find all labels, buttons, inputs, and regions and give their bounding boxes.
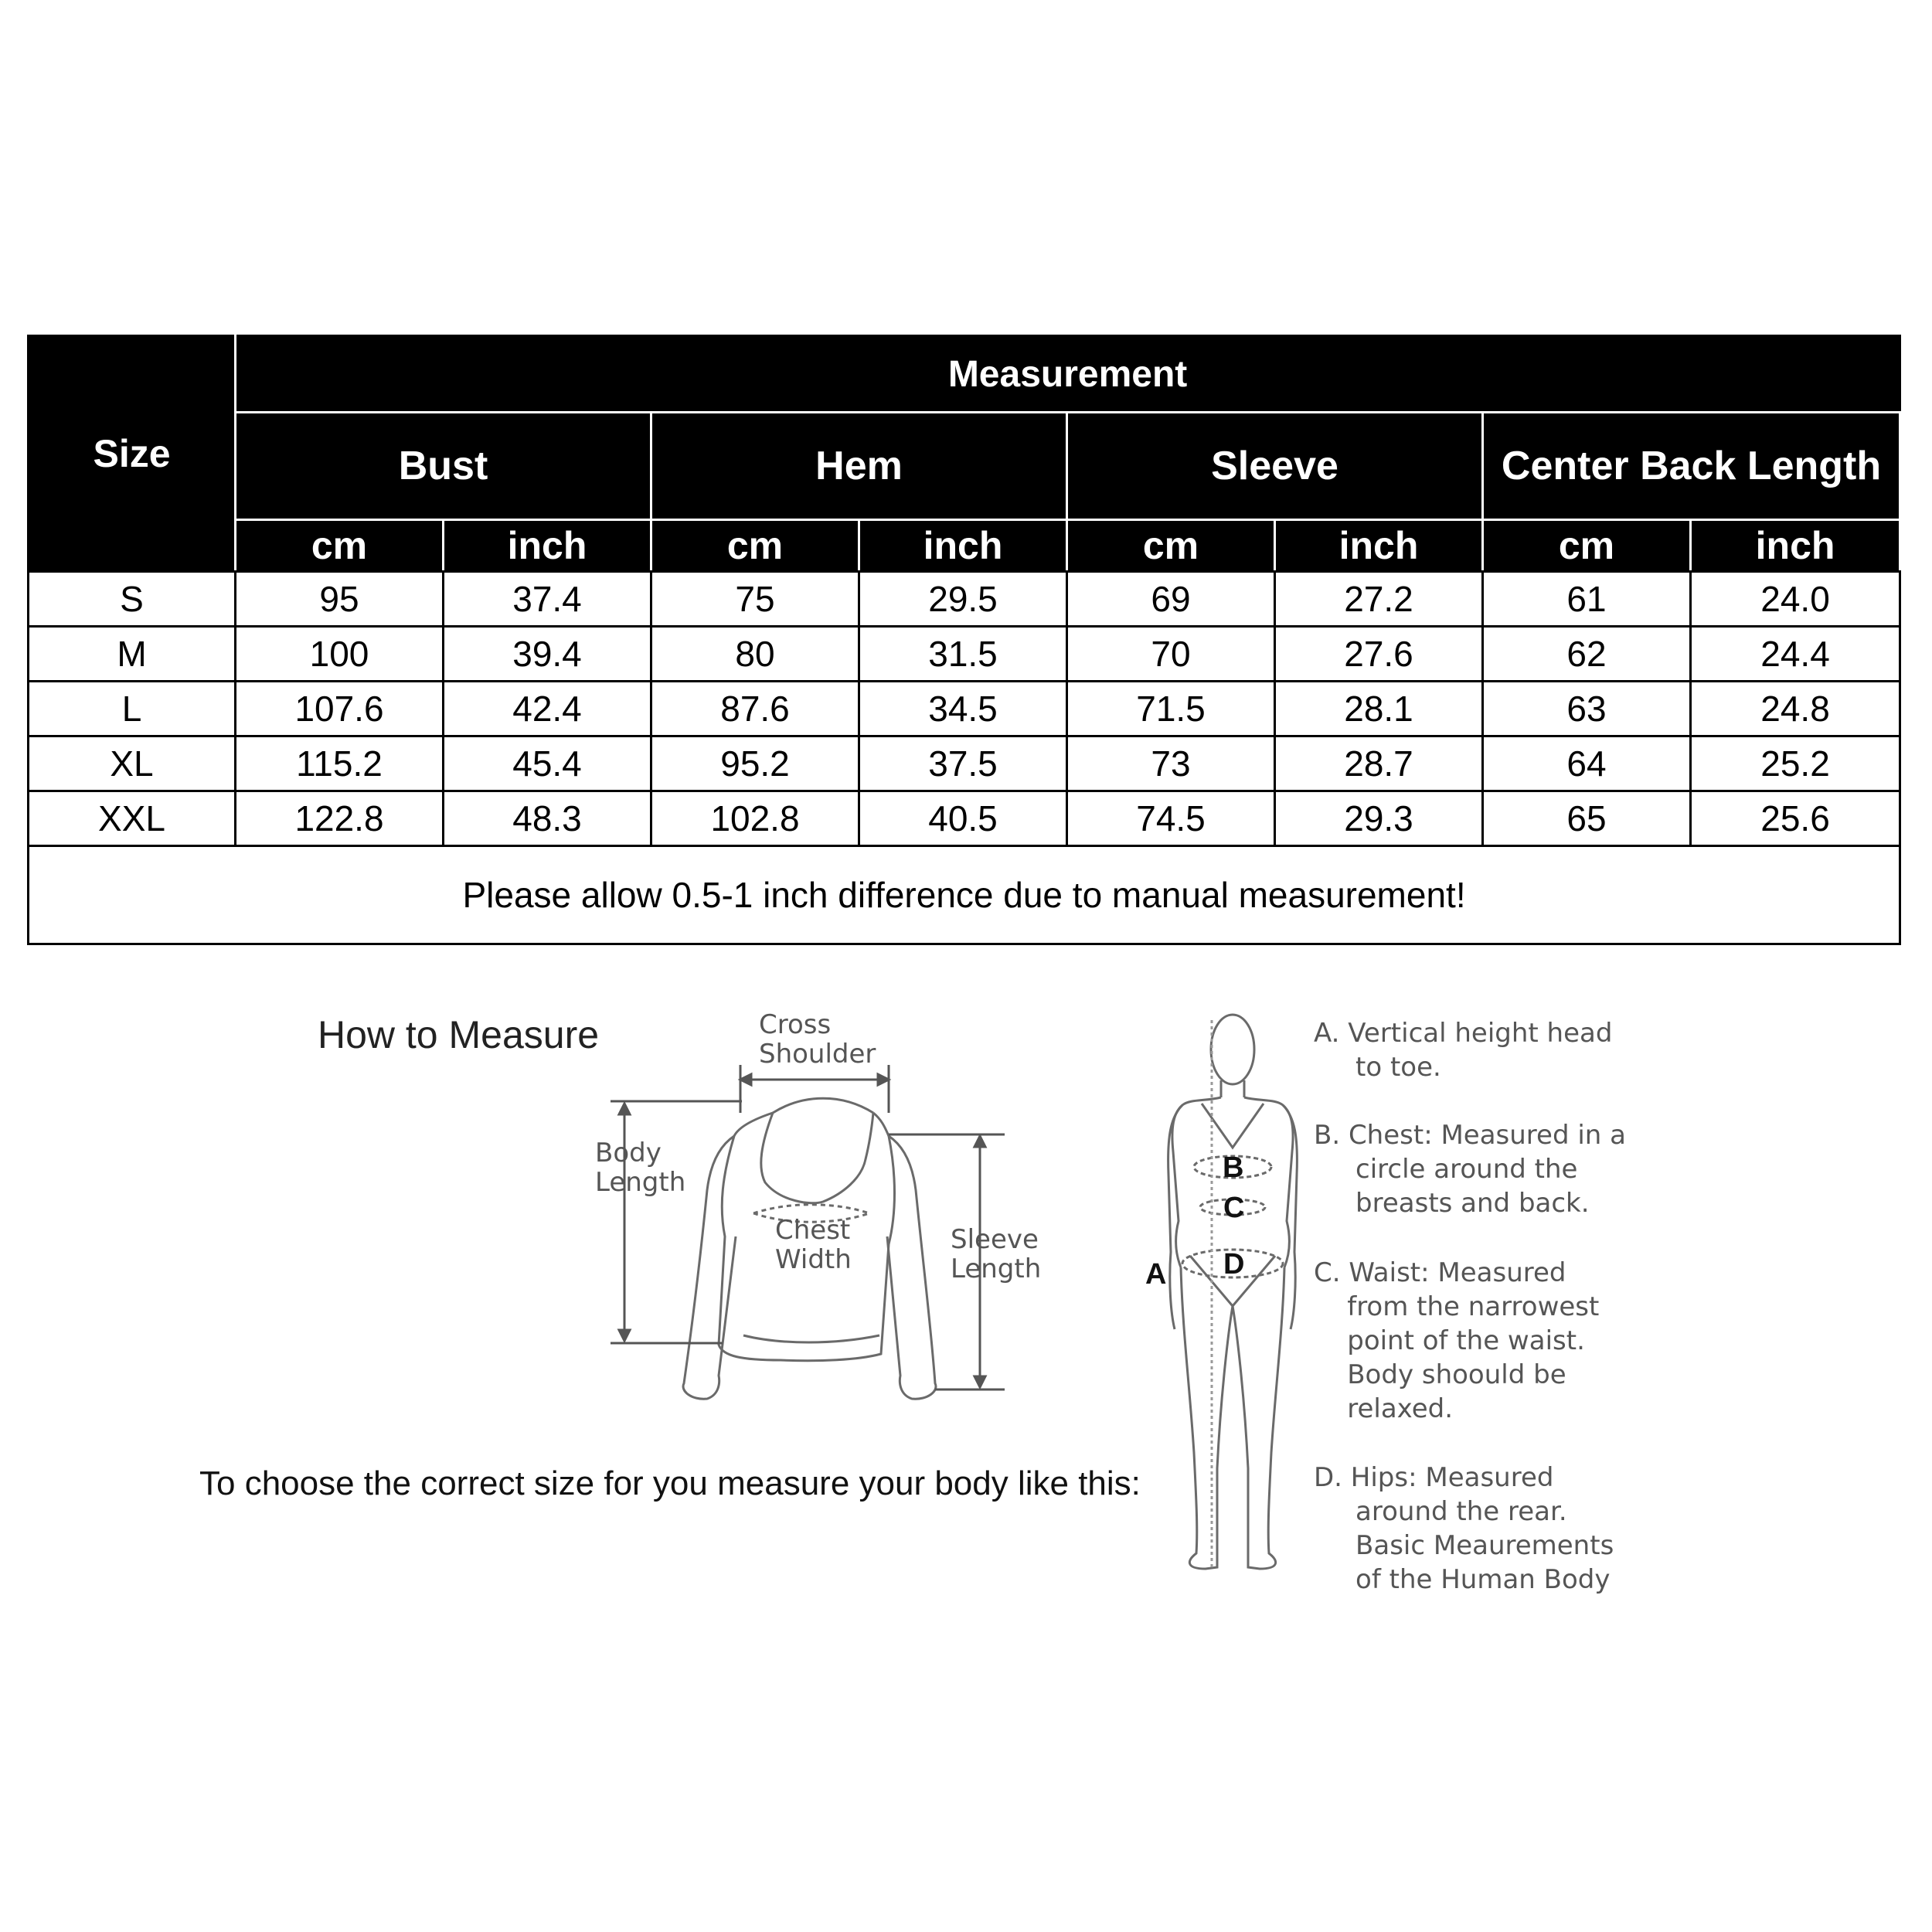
unit-header: cm xyxy=(651,520,859,572)
letter-c-label: C xyxy=(1223,1192,1245,1224)
value-cell: 74.5 xyxy=(1067,791,1275,846)
value-cell: 37.4 xyxy=(444,572,651,627)
measurement-header: Measurement xyxy=(236,336,1900,413)
unit-header: cm xyxy=(1483,520,1691,572)
value-cell: 80 xyxy=(651,627,859,682)
value-cell: 37.5 xyxy=(859,736,1067,791)
value-cell: 42.4 xyxy=(444,682,651,736)
value-cell: 73 xyxy=(1067,736,1275,791)
chest-width-label: Chest Width xyxy=(775,1215,852,1275)
value-cell: 39.4 xyxy=(444,627,651,682)
value-cell: 122.8 xyxy=(236,791,444,846)
value-cell: 95.2 xyxy=(651,736,859,791)
measurement-note: Please allow 0.5-1 inch difference due to manual measurement! xyxy=(29,846,1900,944)
value-cell: 25.2 xyxy=(1691,736,1900,791)
group-header-hem: Hem xyxy=(651,413,1067,520)
value-cell: 62 xyxy=(1483,627,1691,682)
size-cell: XXL xyxy=(29,791,236,846)
unit-header: cm xyxy=(1067,520,1275,572)
size-cell: M xyxy=(29,627,236,682)
letter-b-label: B xyxy=(1223,1151,1244,1184)
value-cell: 27.2 xyxy=(1275,572,1483,627)
value-cell: 95 xyxy=(236,572,444,627)
body-length-label: Body Length xyxy=(595,1138,686,1198)
unit-header: inch xyxy=(1691,520,1900,572)
note-c-waist: C. Waist: Measured from the narrowest point of the waist. Body shoould be relaxed. xyxy=(1314,1257,1600,1424)
size-cell: XL xyxy=(29,736,236,791)
unit-header: inch xyxy=(1275,520,1483,572)
value-cell: 27.6 xyxy=(1275,627,1483,682)
value-cell: 29.3 xyxy=(1275,791,1483,846)
value-cell: 107.6 xyxy=(236,682,444,736)
sleeve-length-label: Sleeve Length xyxy=(951,1224,1042,1284)
value-cell: 24.8 xyxy=(1691,682,1900,736)
choose-size-instruction: To choose the correct size for you measure your body like this: xyxy=(199,1464,1141,1502)
value-cell: 69 xyxy=(1067,572,1275,627)
value-cell: 100 xyxy=(236,627,444,682)
note-b-chest: B. Chest: Measured in a circle around the breasts and back. xyxy=(1314,1120,1626,1219)
value-cell: 40.5 xyxy=(859,791,1067,846)
value-cell: 64 xyxy=(1483,736,1691,791)
value-cell: 75 xyxy=(651,572,859,627)
note-a-vertical-height: A. Vertical height head to toe. xyxy=(1314,1018,1613,1083)
value-cell: 24.0 xyxy=(1691,572,1900,627)
unit-header: cm xyxy=(236,520,444,572)
group-header-center-back-length: Center Back Length xyxy=(1483,413,1900,520)
how-to-measure-title: How to Measure xyxy=(318,1013,600,1056)
unit-header: inch xyxy=(444,520,651,572)
value-cell: 31.5 xyxy=(859,627,1067,682)
value-cell: 34.5 xyxy=(859,682,1067,736)
value-cell: 87.6 xyxy=(651,682,859,736)
unit-header: inch xyxy=(859,520,1067,572)
size-cell: S xyxy=(29,572,236,627)
value-cell: 102.8 xyxy=(651,791,859,846)
letter-d-label: D xyxy=(1223,1248,1245,1281)
group-header-sleeve: Sleeve xyxy=(1067,413,1483,520)
value-cell: 45.4 xyxy=(444,736,651,791)
size-column-header: Size xyxy=(29,336,236,572)
value-cell: 29.5 xyxy=(859,572,1067,627)
value-cell: 28.7 xyxy=(1275,736,1483,791)
value-cell: 48.3 xyxy=(444,791,651,846)
value-cell: 115.2 xyxy=(236,736,444,791)
value-cell: 25.6 xyxy=(1691,791,1900,846)
value-cell: 61 xyxy=(1483,572,1691,627)
value-cell: 28.1 xyxy=(1275,682,1483,736)
value-cell: 63 xyxy=(1483,682,1691,736)
value-cell: 24.4 xyxy=(1691,627,1900,682)
note-d-hips: D. Hips: Measured around the rear. Basic Meaurements of the Human Body xyxy=(1314,1462,1614,1595)
cross-shoulder-label: Cross Shoulder xyxy=(759,1009,876,1070)
letter-a-label: A xyxy=(1145,1258,1167,1291)
group-header-bust: Bust xyxy=(236,413,651,520)
size-cell: L xyxy=(29,682,236,736)
value-cell: 70 xyxy=(1067,627,1275,682)
value-cell: 71.5 xyxy=(1067,682,1275,736)
value-cell: 65 xyxy=(1483,791,1691,846)
